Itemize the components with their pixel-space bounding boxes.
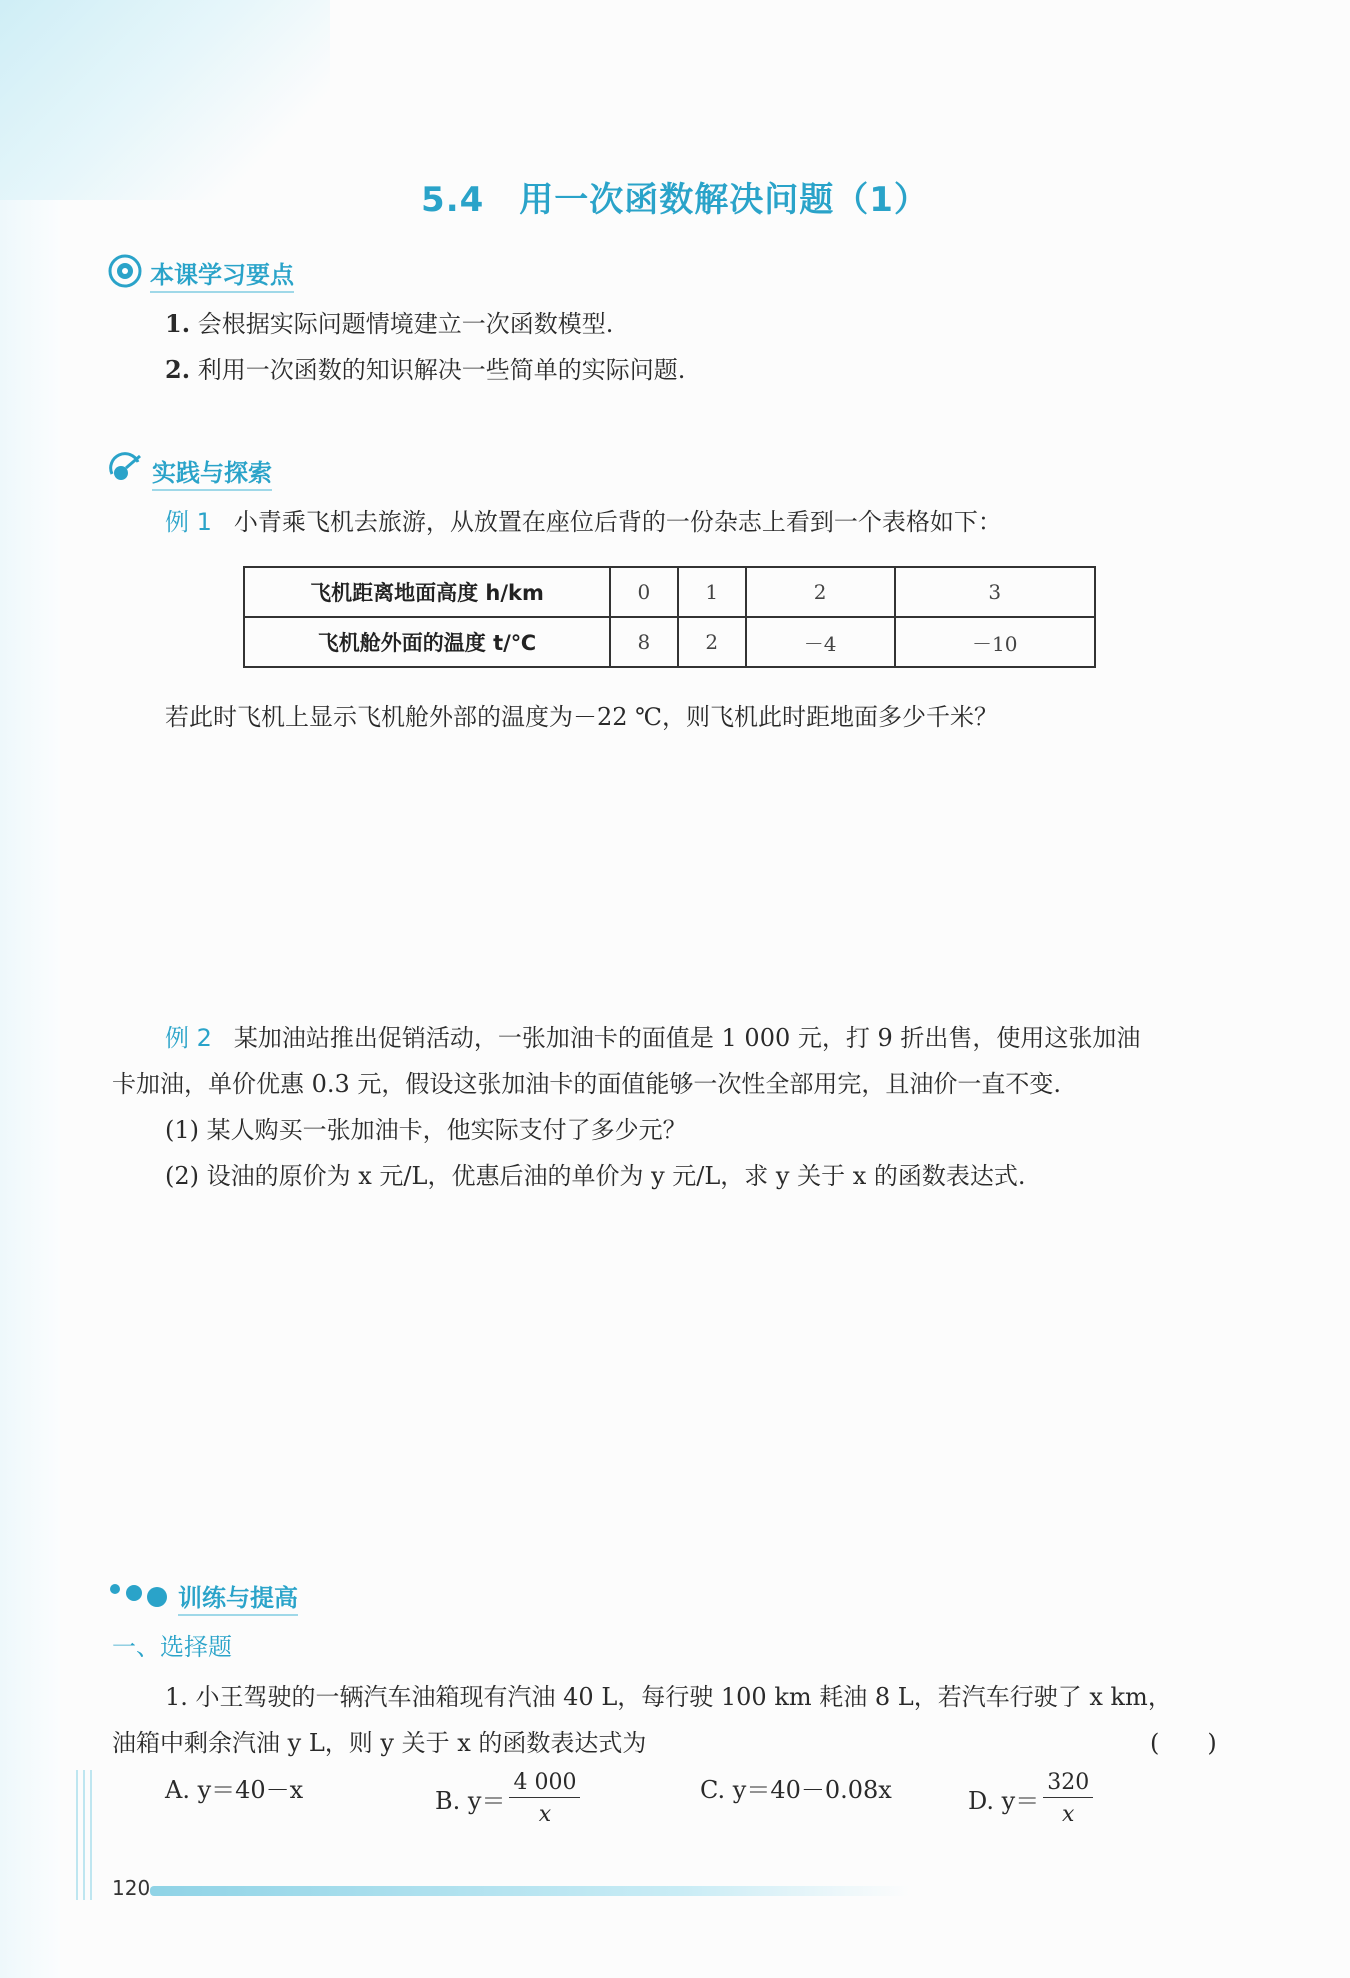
option-b xyxy=(435,1770,580,1827)
option-text: A. y＝40－x xyxy=(165,1776,304,1804)
key-point-number: 2. xyxy=(165,355,191,384)
table-cell: 2 xyxy=(746,567,895,617)
table-cell: 3 xyxy=(895,567,1095,617)
table-cell: 1 xyxy=(678,567,746,617)
example-text: 小青乘飞机去旅游，从放置在座位后背的一份杂志上看到一个表格如下： xyxy=(233,508,1002,536)
answer-blank: ( ) xyxy=(1150,1729,1217,1757)
compass-icon xyxy=(108,452,144,492)
altitude-temperature-table xyxy=(243,566,1096,668)
example-2-line-2: 卡加油，单价优惠 0.3 元，假设这张加油卡的面值能够一次性全部用完，且油价一直不变. xyxy=(112,1070,1062,1098)
table-cell: 8 xyxy=(610,617,678,667)
section-label: 训练与提高 xyxy=(178,1578,298,1616)
key-point-number: 1. xyxy=(165,309,191,338)
example-2-line-1 xyxy=(165,1021,1140,1055)
fraction-denominator: x xyxy=(538,1802,552,1827)
footer-bar xyxy=(150,1886,910,1896)
fraction-numerator: 4 000 xyxy=(509,1770,580,1798)
exercise-question-1-line-2: 油箱中剩余汽油 y L，则 y 关于 x 的函数表达式为 xyxy=(112,1729,647,1757)
example-1-intro xyxy=(165,505,1002,539)
exercise-question-1-line-1: 1. 小王驾驶的一辆汽车油箱现有汽油 40 L，每行驶 100 km 耗油 8 L，若汽车行驶了 x km， xyxy=(165,1683,1172,1711)
key-point-text: 利用一次函数的知识解决一些简单的实际问题. xyxy=(197,356,686,384)
option-text: D. y＝ xyxy=(968,1787,1040,1815)
example-2-question-2: (2) 设油的原价为 x 元/L，优惠后油的单价为 y 元/L，求 y 关于 x 的函数表达式. xyxy=(165,1162,1026,1190)
table-cell: －10 xyxy=(895,617,1095,667)
option-text: C. y＝40－0.08x xyxy=(700,1776,892,1804)
target-icon xyxy=(108,254,142,294)
example-label: 例 2 xyxy=(165,1024,212,1052)
fraction xyxy=(509,1770,580,1827)
section-label: 实践与探索 xyxy=(152,453,272,491)
example-label: 例 1 xyxy=(165,508,212,536)
key-point-text: 会根据实际问题情境建立一次函数模型. xyxy=(197,310,614,338)
table-row xyxy=(244,567,1095,617)
table-row xyxy=(244,617,1095,667)
example-1-question: 若此时飞机上显示飞机舱外部的温度为－22 ℃，则飞机此时距地面多少千米？ xyxy=(165,703,999,731)
example-text: 某加油站推出促销活动，一张加油卡的面值是 1 000 元，打 9 折出售，使用这张加油 xyxy=(233,1024,1141,1052)
fraction-numerator: 320 xyxy=(1043,1770,1093,1798)
left-margin-strip xyxy=(0,0,60,1978)
option-text: B. y＝ xyxy=(435,1787,506,1815)
fraction-denominator: x xyxy=(1061,1802,1075,1827)
exercise-part-title: 一、选择题 xyxy=(112,1633,232,1661)
page-number: 120 xyxy=(112,1876,151,1900)
section-label: 本课学习要点 xyxy=(150,255,294,293)
page-title: 5.4 用一次函数解决问题（1） xyxy=(421,180,929,220)
table-cell: －4 xyxy=(746,617,895,667)
table-row-header: 飞机距离地面高度 h/km xyxy=(244,567,610,617)
option-d xyxy=(968,1770,1093,1827)
option-a xyxy=(165,1770,303,1805)
dots-icon xyxy=(108,1579,170,1615)
fraction xyxy=(1043,1770,1093,1827)
table-row-header: 飞机舱外面的温度 t/℃ xyxy=(244,617,610,667)
section-practice-heading xyxy=(108,452,272,492)
section-training-heading xyxy=(108,1578,298,1616)
table-cell: 2 xyxy=(678,617,746,667)
margin-decoration-lines xyxy=(76,1770,94,1900)
section-key-points-heading xyxy=(108,254,294,294)
example-2-question-1: (1) 某人购买一张加油卡，他实际支付了多少元？ xyxy=(165,1116,687,1144)
corner-decoration xyxy=(0,0,330,200)
key-point-1 xyxy=(165,307,613,341)
table-cell: 0 xyxy=(610,567,678,617)
key-point-2 xyxy=(165,353,685,387)
option-c xyxy=(700,1770,892,1805)
